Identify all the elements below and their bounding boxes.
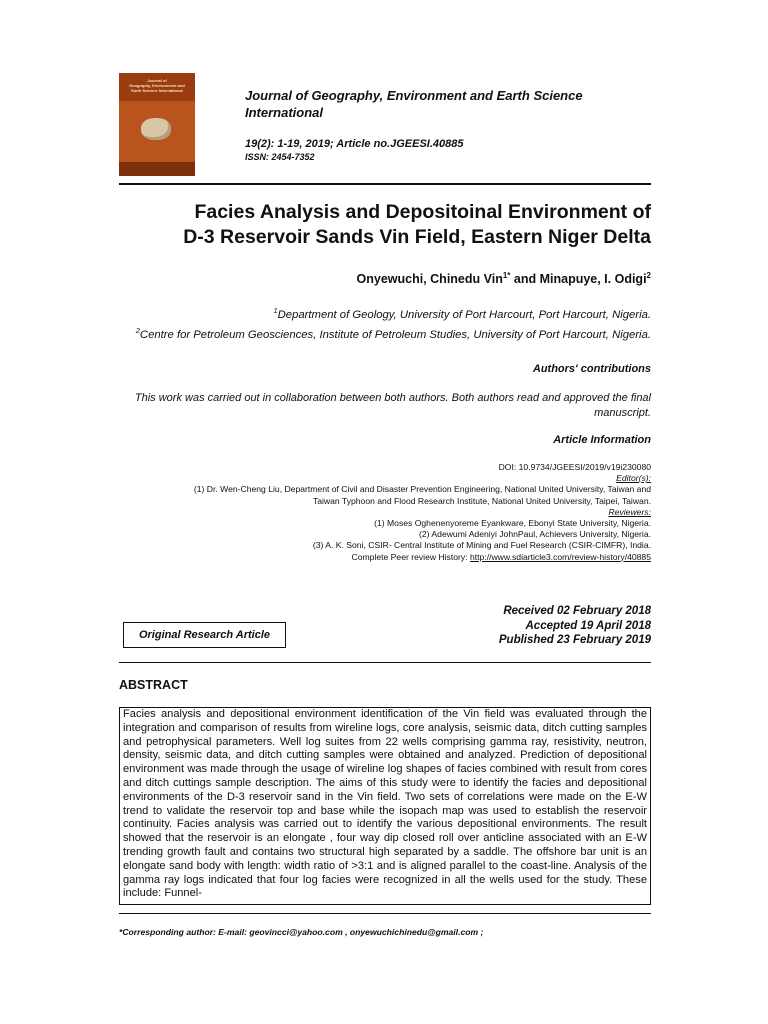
- reviewer-2: (2) Adewumi Adeniyi JohnPaul, Achievers University, Nigeria.: [419, 529, 651, 540]
- review-history: Complete Peer review History: http://www.sdiarticle3.com/review-history/40885: [351, 551, 651, 562]
- abstract-heading: ABSTRACT: [119, 678, 188, 692]
- review-history-link[interactable]: http://www.sdiarticle3.com/review-history/40885: [469, 551, 651, 562]
- reviewers-label: Reviewers:: [608, 506, 651, 517]
- affiliation-1: $^1$Department of Geology, University of Port Harcourt, Port Harcourt, Nigeria.: [273, 306, 651, 321]
- contributions-heading: Authors' contributions: [532, 363, 651, 375]
- editor-1: (1) Dr. Wen-Cheng Liu, Department of Civil and Disaster Prevention Engineering, National United University, Taiwan and: [193, 484, 651, 495]
- cover-title: Journal of Geography, Environment and Earth Science International: [129, 78, 185, 93]
- abstract-text: Facies analysis and depositional environment identification of the Vin field was evaluated through the integration and comparison of results from wireline logs, core analysis, seismic data, ditch cutting samples and petrophysical parameters. Well log suites from 22 wells comprising gamma ray, resistivity, neutron, density, seismic data, and ditch cutting samples were obtained and analyzed. Prediction of depositional environment was made through the usage of wireline log shapes of facies combined with result from cores and ditch cuttings sample description. The aims of this study were to identify the facies and depositional environments of the D-3 reservoir sand in the Vin field. Two sets of correlations were made on the E-W trend to validate the reservoir top and base while the isopach map was used to establish the reservoir continuity. Facies analysis was carried out to identify the various depositional environments. The result showed that the reservoir is an elongate , four way dip closed roll over anticline associated with an E-W trending growth fault and contains two structural high separated by a saddle. The offshore bar unit is an elongate sand body with length: width ratio of >3:1 and is aligned parallel to the coast-line. Analysis of the gamma ray logs indicated that four log facies were recognized in all the wells used for the study. These include: Funnel-: [123, 708, 647, 900]
- author-list: Onyewuchi, Chinedu Vin$^{1*}$ and Minapuye, I. Odigi$^2$: [356, 271, 651, 287]
- footnote-divider: [119, 913, 651, 914]
- affiliations: [119, 303, 651, 343]
- journal-issn: ISSN: 2454-7352: [245, 152, 315, 162]
- journal-cover-thumbnail: [119, 73, 195, 176]
- reviewer-1: (1) Moses Oghenenyoreme Eyankware, Ebonyi State University, Nigeria.: [374, 518, 651, 529]
- article-type-box: Original Research Article: [123, 622, 286, 648]
- corresponding-author: *Corresponding author: E-mail: geovincci@yahoo.com , onyewuchichinedu@gmail.com ;: [119, 927, 484, 937]
- cover-rock-image: [141, 118, 171, 140]
- affiliation-2: $^2$Centre for Petroleum Geosciences, Institute of Petroleum Studies, University of Port Harcourt, Nigeria.: [135, 325, 651, 341]
- article-dates: [400, 604, 651, 648]
- paper-title: Facies Analysis and Depositoinal Environment of D-3 Reservoir Sands Vin Field, Eastern Niger Delta: [183, 201, 651, 248]
- article-info-heading: Article Information: [553, 434, 651, 446]
- journal-name: Journal of Geography, Environment and Earth Science International: [245, 88, 583, 120]
- editor-1-cont: Taiwan Typhoon and Flood Research Institute, National United University, Taipei, Taiwan.: [312, 495, 651, 506]
- received-date: Received 02 February 2018: [503, 605, 651, 617]
- reviewer-3: (3) A. K. Soni, CSIR- Central Institute of Mining and Fuel Research (CSIR-CIMFR), India.: [312, 540, 651, 551]
- editors-label: Editor(s):: [616, 473, 651, 484]
- abstract-divider: [119, 662, 651, 663]
- header-divider: [119, 183, 651, 185]
- journal-volume: 19(2): 1-19, 2019; Article no.JGEESI.40885: [245, 138, 464, 150]
- accepted-date: Accepted 19 April 2018: [525, 619, 651, 632]
- published-date: Published 23 February 2019: [498, 634, 651, 646]
- contributions-text: This work was carried out in collaboration between both authors. Both authors read and approved the final manuscript.: [134, 392, 651, 419]
- article-info: [119, 462, 651, 563]
- doi: DOI: 10.9734/JGEESI/2019/v19i230080: [498, 462, 651, 472]
- abstract-box: [119, 707, 651, 905]
